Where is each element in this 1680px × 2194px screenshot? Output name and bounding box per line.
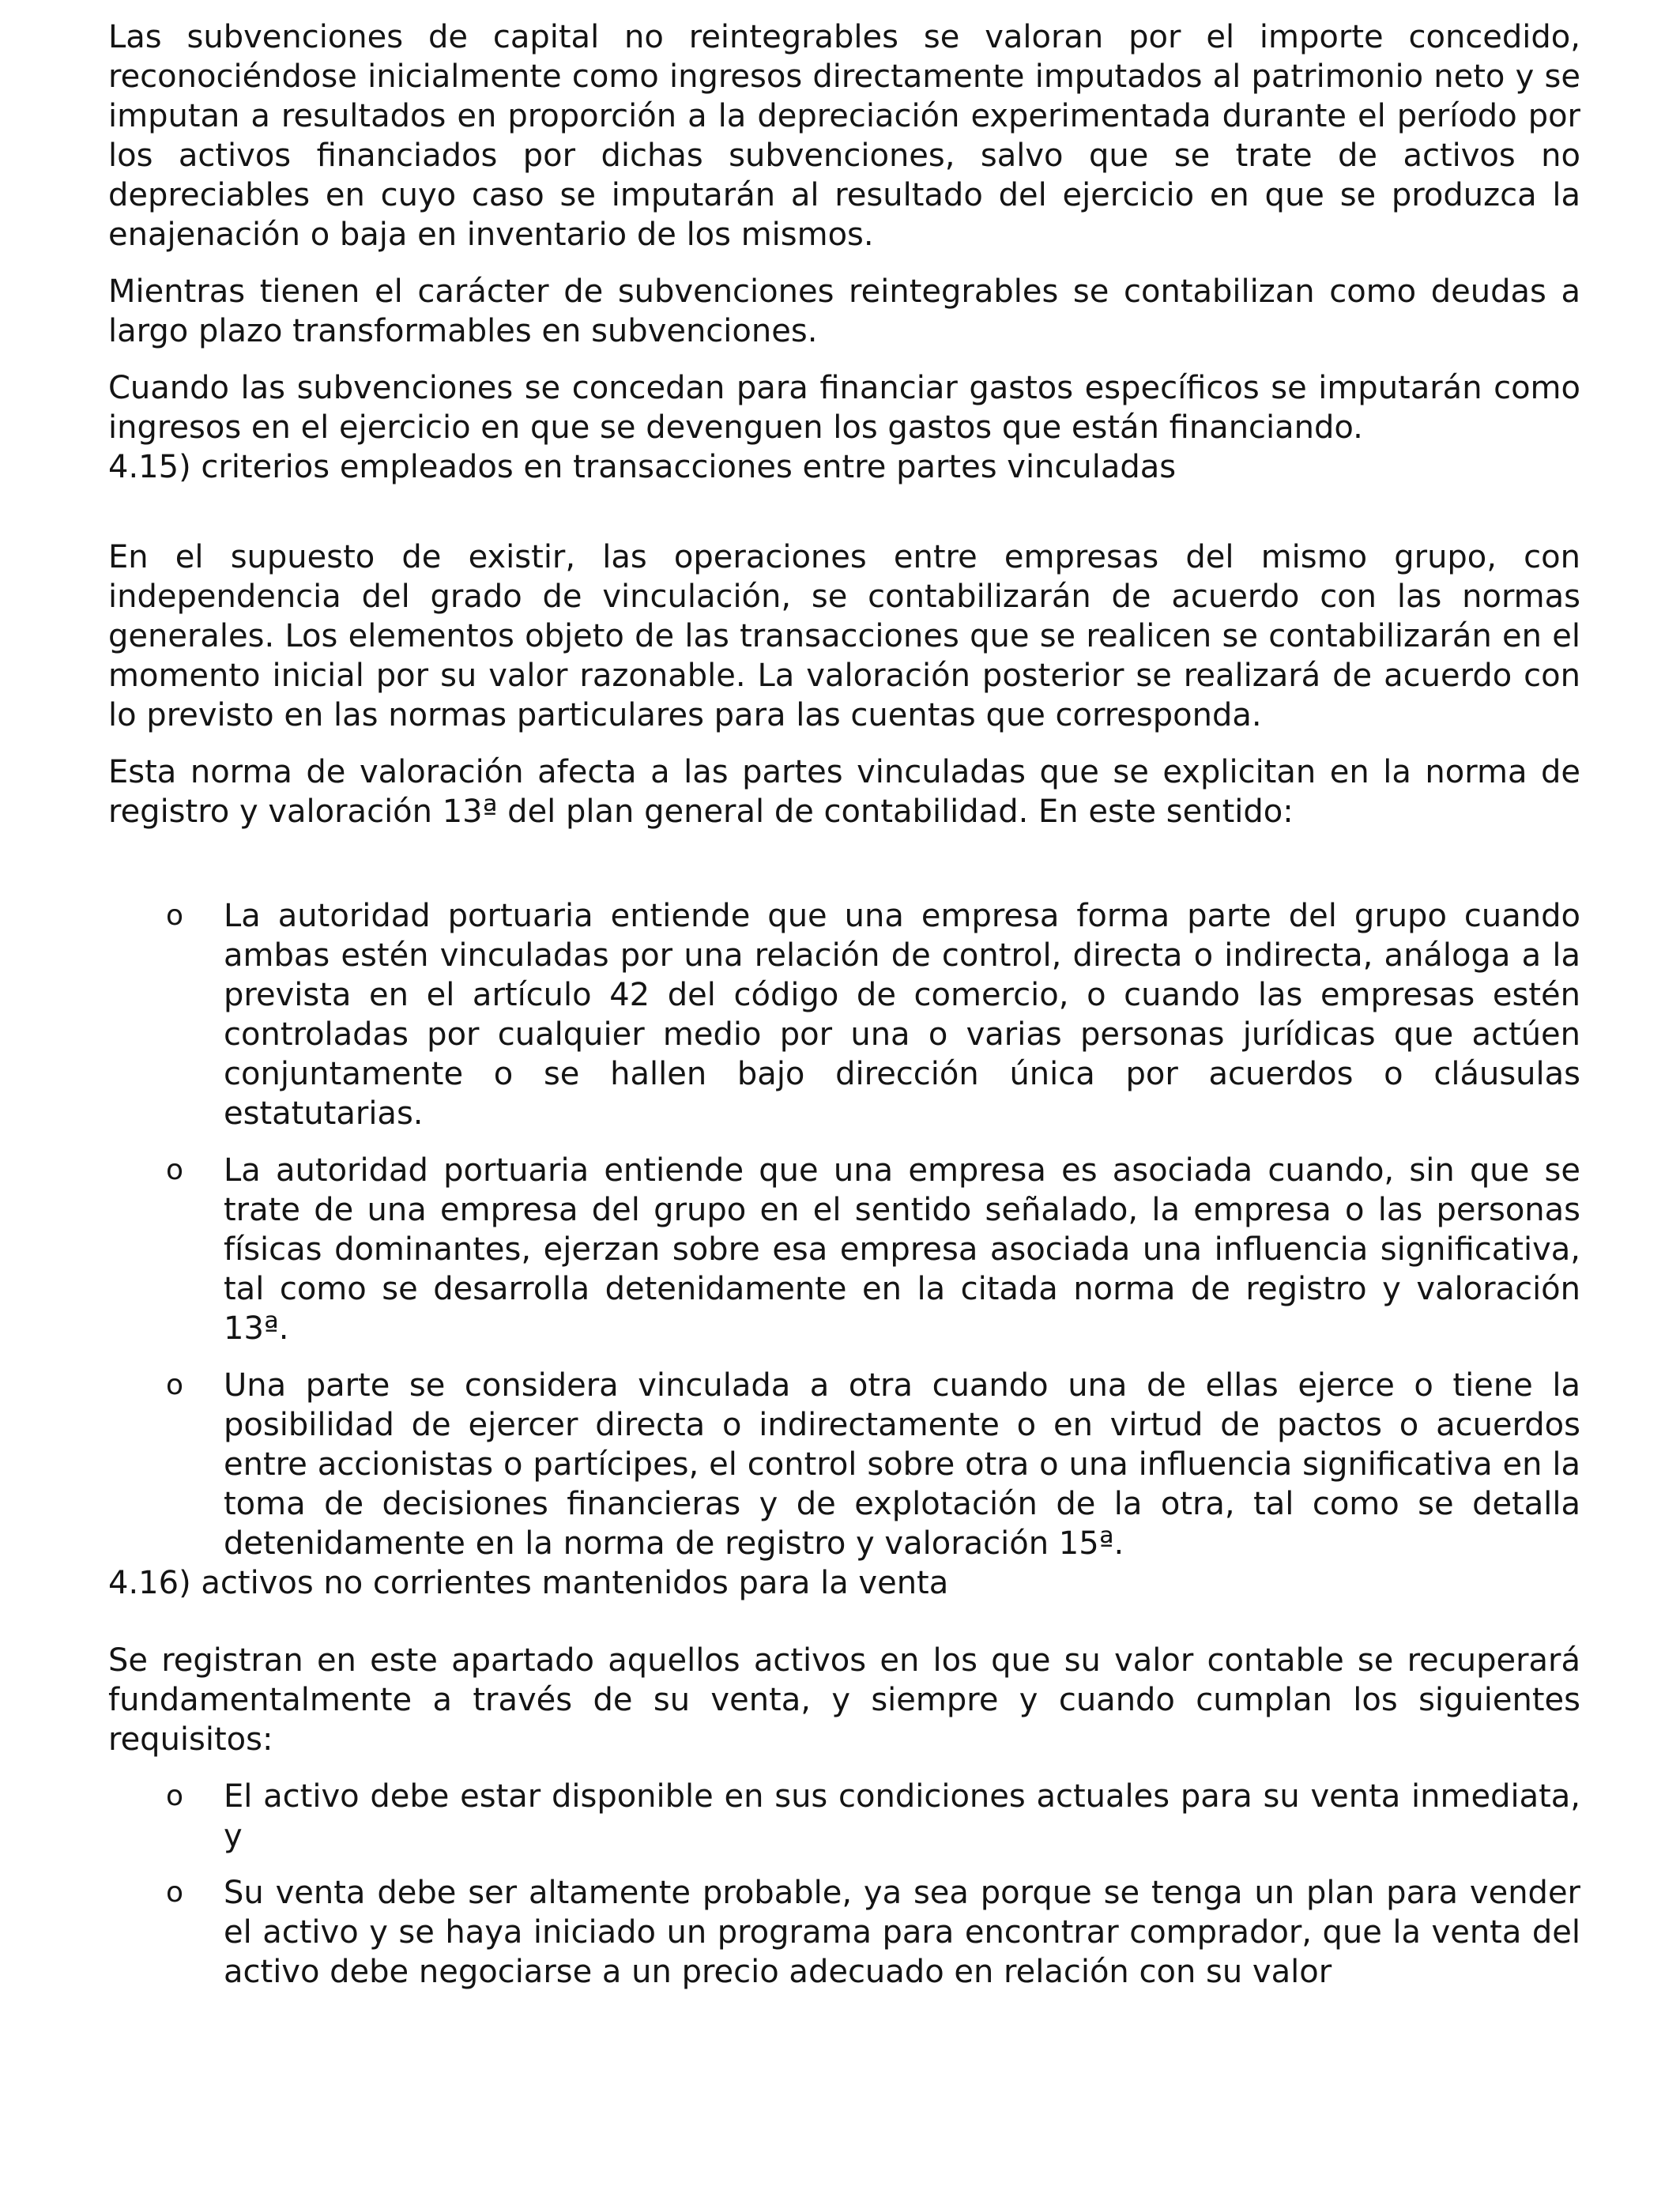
- bullet-circle-icon: o: [166, 899, 184, 932]
- list-item-text: La autoridad portuaria entiende que una empresa forma parte del grupo cuando ambas estén vinculadas por una relación de control, directa o indirecta, análoga a la prevista en el artículo 42 del código de comercio, o cuando las empresas estén controladas por cualquier medio por una o varias personas jurídicas que actúen conjuntamente o se hallen bajo dirección única por acuerdos o cláusulas estatutarias.: [224, 898, 1580, 1132]
- list-item: [108, 1366, 1580, 1563]
- paragraph-assets-held-for-sale: Se registran en este apartado aquellos activos en los que su valor contable se recuperará fundamentalmente a través de su venta, y siempre y cuando cumplan los siguientes requisitos:: [108, 1642, 1580, 1758]
- related-parties-list: [108, 896, 1580, 1563]
- bullet-circle-icon: o: [166, 1369, 184, 1401]
- paragraph-specific-expense-grants: Cuando las subvenciones se concedan para financiar gastos específicos se imputarán como ingresos en el ejercicio en que se devenguen los gastos que están financiando.: [108, 370, 1580, 446]
- list-item: [108, 1873, 1580, 1992]
- list-item: [108, 896, 1580, 1133]
- list-item-text: Su venta debe ser altamente probable, ya sea porque se tenga un plan para vender el activo y se haya iniciado un programa para encontrar comprador, que la venta del activo debe negociarse a un precio adecuado en relación con su valor: [224, 1875, 1580, 1990]
- paragraph-refundable-grants: Mientras tienen el carácter de subvenciones reintegrables se contabilizan como deudas a largo plazo transformables en subvenciones.: [108, 273, 1580, 349]
- requirements-list: [108, 1777, 1580, 1992]
- list-item-text: La autoridad portuaria entiende que una empresa es asociada cuando, sin que se trate de una empresa del grupo en el sentido señalado, la empresa o las personas físicas dominantes, ejerzan sobre esa empresa asociada una influencia significativa, tal como se desarrolla detenidamente en la citada norma de registro y valoración 13ª.: [224, 1152, 1580, 1347]
- bullet-circle-icon: o: [166, 1154, 184, 1186]
- section-heading-4-16: 4.16) activos no corrientes mantenidos para la venta: [108, 1565, 949, 1601]
- bullet-circle-icon: o: [166, 1780, 184, 1812]
- list-item-text: El activo debe estar disponible en sus condiciones actuales para su venta inmediata, y: [224, 1778, 1580, 1854]
- list-item-text: Una parte se considera vinculada a otra cuando una de ellas ejerce o tiene la posibilidad de ejercer directa o indirectamente o en virtud de pactos o acuerdos entre accionistas o partícipes, el control sobre otra o una influencia significativa en la toma de decisiones financieras y de explotación de la otra, tal como se detalla detenidamente en la norma de registro y valoración 15ª.: [224, 1367, 1580, 1562]
- list-item: [108, 1777, 1580, 1856]
- bullet-circle-icon: o: [166, 1876, 184, 1909]
- paragraph-capital-grants: Las subvenciones de capital no reintegrables se valoran por el importe concedido, reconociéndose inicialmente como ingresos directamente imputados al patrimonio neto y se imputan a resultados en proporción a la depreciación experimentada durante el período por los activos financiados por dichas subvenciones, salvo que se trate de activos no depreciables en cuyo caso se imputarán al resultado del ejercicio en que se produzca la enajenación o baja en inventario de los mismos.: [108, 19, 1580, 253]
- list-item: [108, 1151, 1580, 1348]
- document-page: [108, 17, 1580, 1992]
- paragraph-group-operations: En el supuesto de existir, las operaciones entre empresas del mismo grupo, con independencia del grado de vinculación, se contabilizarán de acuerdo con las normas generales. Los elementos objeto de las transacciones que se realicen se contabilizarán en el momento inicial por su valor razonable. La valoración posterior se realizará de acuerdo con lo previsto en las normas particulares para las cuentas que corresponda.: [108, 539, 1580, 733]
- paragraph-valuation-norm: Esta norma de valoración afecta a las partes vinculadas que se explicitan en la norma de registro y valoración 13ª del plan general de contabilidad. En este sentido:: [108, 754, 1580, 830]
- section-heading-4-15: 4.15) criterios empleados en transacciones entre partes vinculadas: [108, 449, 1177, 485]
